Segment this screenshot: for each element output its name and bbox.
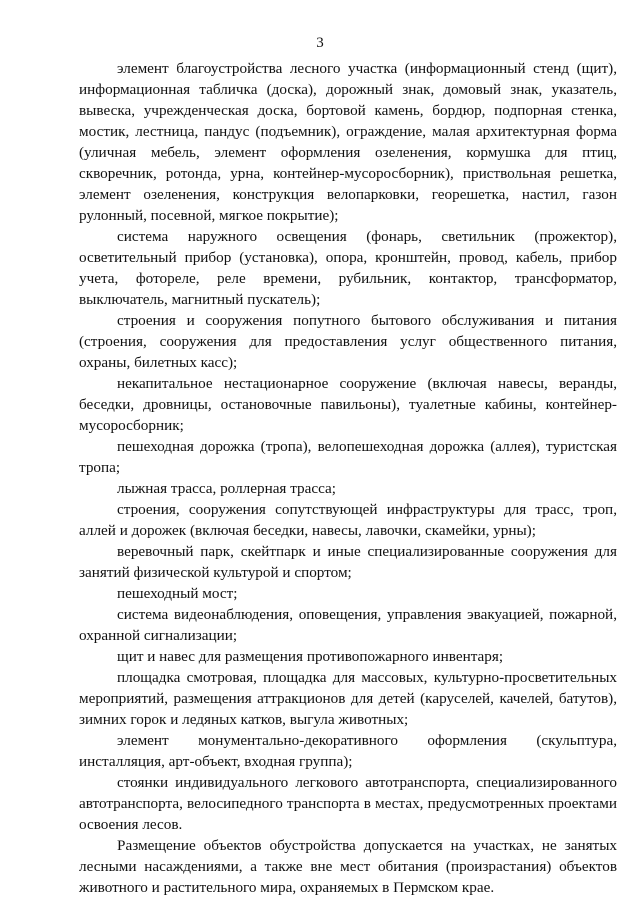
paragraph-parking: стоянки индивидуального легкового автотранспорта, специализированного автотранспорта, велосипедного транспорта в местах, предусмотренных проектами освоения лесов.	[79, 774, 617, 833]
paragraph-safety-systems: система видеонаблюдения, оповещения, управления эвакуацией, пожарной, охранной сигнализации;	[79, 606, 617, 644]
paragraph-decorative-elements: элемент монументально-декоративного оформления (скульптура, инсталляция, арт-объект, входная группа);	[79, 732, 617, 770]
paragraph-viewing-platforms: площадка смотровая, площадка для массовых, культурно-просветительных мероприятий, размещения аттракционов для детей (каруселей, качелей, батутов), зимних горок и ледяных катков, выгула животных;	[79, 669, 617, 728]
paragraph-landscaping-element: элемент благоустройства лесного участка (информационный стенд (щит), информационная табличка (доска), дорожный знак, домовый знак, указатель, вывеска, учрежденческая доска, бортовой камень, бордюр, подпорная стенка, мостик, лестница, пандус (подъемник), ограждение, малая архитектурная форма (уличная мебель, элемент оформления озеленения, кормушка для птиц, скворечник, ротонда, урна, контейнер-мусоросборник), приствольная решетка, элемент озеленения, конструкция велопарковки, георешетка, настил, газон рулонный, посевной, мягкое покрытие);	[79, 60, 617, 224]
paragraph-service-buildings: строения и сооружения попутного бытового обслуживания и питания (строения, сооружения для предоставления услуг общественного питания, охраны, билетных касс);	[79, 312, 617, 371]
paragraph-sports-facilities: веревочный парк, скейтпарк и иные специализированные сооружения для занятий физической культурой и спортом;	[79, 543, 617, 581]
paragraph-footpaths: пешеходная дорожка (тропа), велопешеходная дорожка (аллея), туристская тропа;	[79, 438, 617, 476]
paragraph-temporary-structures: некапитальное нестационарное сооружение (включая навесы, веранды, беседки, дровницы, остановочные павильоны), туалетные кабины, контейнер-мусоросборник;	[79, 375, 617, 434]
paragraph-footbridge: пешеходный мост;	[117, 585, 238, 602]
document-body	[79, 58, 617, 898]
paragraph-ski-trails: лыжная трасса, роллерная трасса;	[117, 480, 337, 497]
paragraph-trail-infrastructure: строения, сооружения сопутствующей инфраструктуры для трасс, троп, аллей и дорожек (включая беседки, навесы, лавочки, скамейки, урны);	[79, 501, 617, 539]
paragraph-outdoor-lighting: система наружного освещения (фонарь, светильник (прожектор), осветительный прибор (установка), опора, кронштейн, провод, кабель, прибор учета, фотореле, реле времени, рубильник, контактор, трансформатор, выключатель, магнитный пускатель);	[79, 228, 617, 308]
page-number: 3	[316, 35, 324, 51]
paragraph-fire-equipment: щит и навес для размещения противопожарного инвентаря;	[117, 648, 504, 665]
paragraph-placement-rule: Размещение объектов обустройства допускается на участках, не занятых лесными насаждениями, а также вне мест обитания (произрастания) объектов животного и растительного мира, охраняемых в Пермском крае.	[79, 837, 617, 896]
